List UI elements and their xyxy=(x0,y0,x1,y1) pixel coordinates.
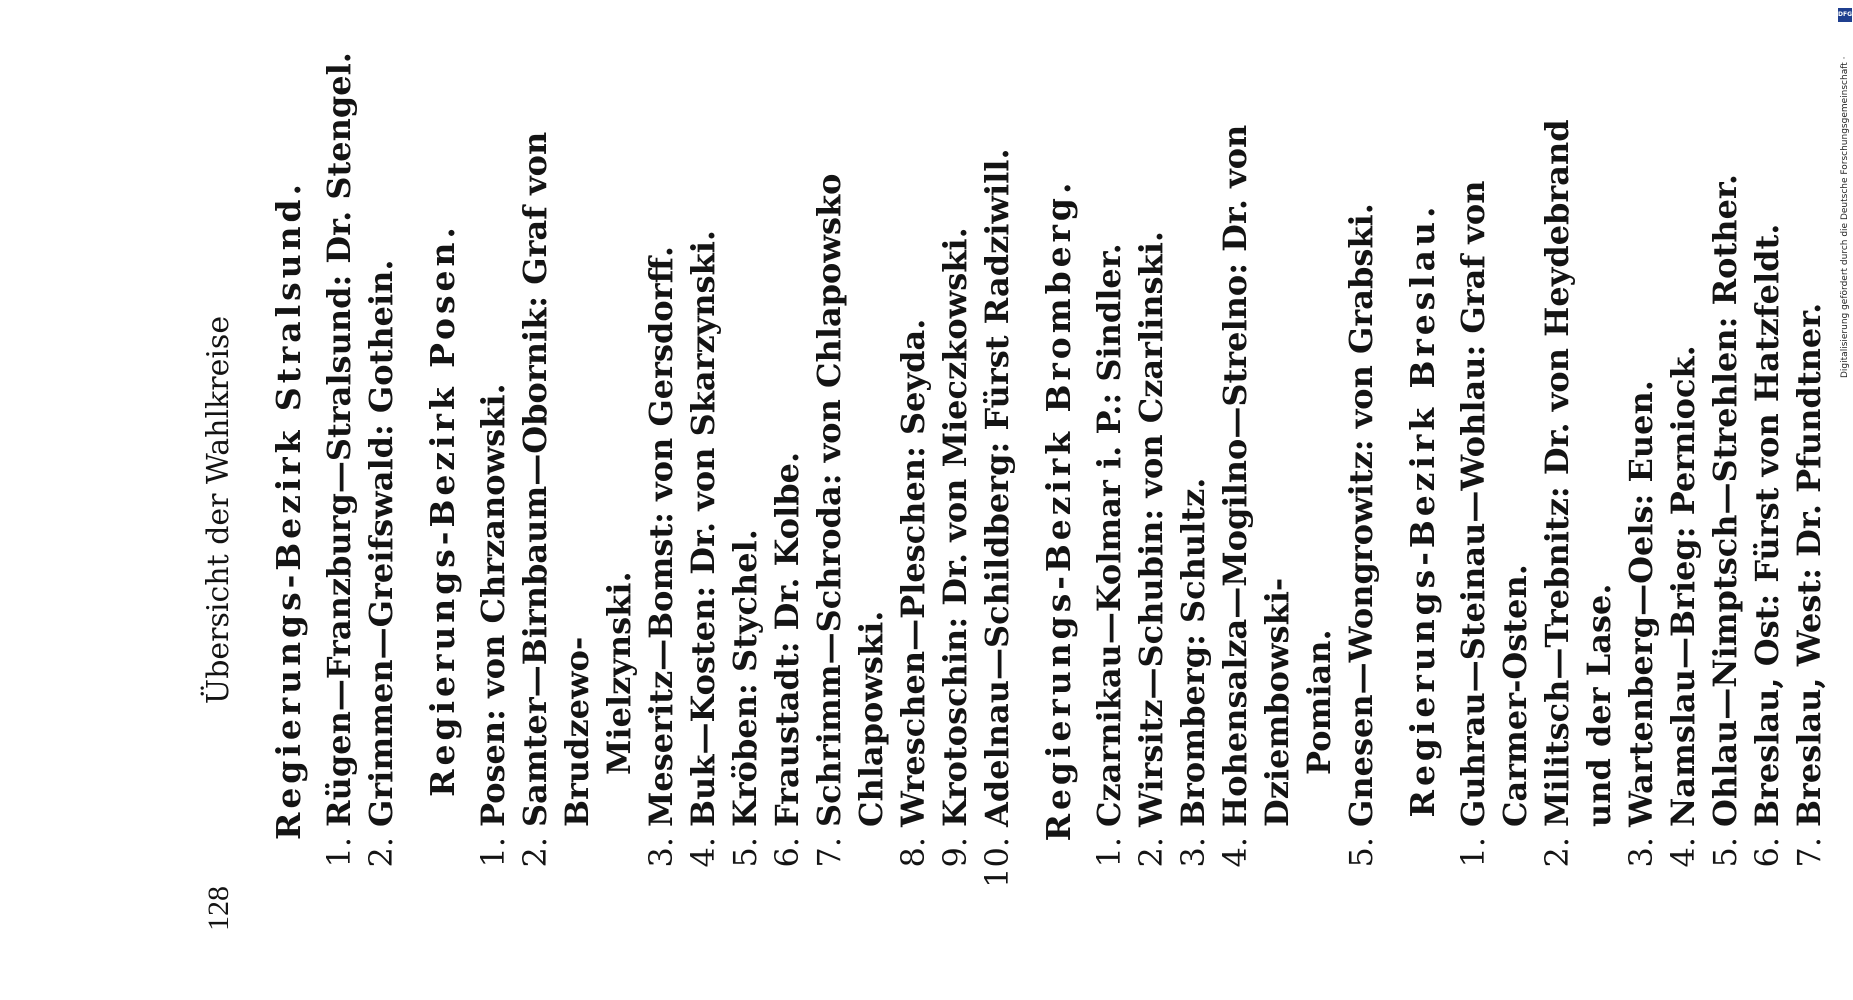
constituency-number: 2. xyxy=(516,837,554,868)
district-section xyxy=(1400,45,1830,975)
district-section xyxy=(266,45,402,975)
constituency-number: 1. xyxy=(474,837,512,868)
constituency-text: Breslau, Ost: Fürst von Hatzfeldt. xyxy=(1748,223,1786,827)
constituency-entry xyxy=(1536,45,1620,975)
constituency-number: 3. xyxy=(1622,837,1660,868)
constituency-text: Grimmen—Greifswald: Gothein. xyxy=(362,259,400,827)
district-heading: Regierungs-Bezirk Stralsund. xyxy=(269,179,308,841)
constituency-entry xyxy=(514,45,640,975)
constituency-number: 8. xyxy=(894,837,932,868)
constituency-entry xyxy=(1662,45,1704,975)
constituency-text: Schrimm—Schroda: von Chlapowsko Chlapowski. xyxy=(810,173,890,827)
constituency-number: 6. xyxy=(768,837,806,868)
constituency-text: Ohlau—Nimptsch—Strehlen: Rother. xyxy=(1706,174,1744,827)
constituency-number: 9. xyxy=(936,837,974,868)
constituency-entry xyxy=(1704,45,1746,975)
district-heading: Regierungs-Bezirk Breslau. xyxy=(1403,202,1442,818)
constituency-text: Gnesen—Wongrowitz: von Grabski. xyxy=(1342,203,1380,827)
constituency-entry xyxy=(808,45,892,975)
constituency-entry xyxy=(724,45,766,975)
constituency-entry xyxy=(1088,45,1130,975)
constituency-entry xyxy=(1172,45,1214,975)
constituency-text: Breslau, West: Dr. Pfundtner. xyxy=(1790,302,1828,827)
constituency-text: Namslau—Brieg: Perniock. xyxy=(1664,345,1702,827)
constituency-text: Bromberg: Schultz. xyxy=(1174,477,1212,827)
constituency-number: 2. xyxy=(1132,837,1170,868)
constituency-continuation: Pomian. xyxy=(1300,629,1338,775)
constituency-text: Buk—Kosten: Dr. von Skarzynski. xyxy=(684,230,722,827)
constituency-entry xyxy=(976,45,1018,975)
constituency-text: Wartenberg—Oels: Euen. xyxy=(1622,380,1660,827)
constituency-entry xyxy=(766,45,808,975)
constituency-number: 1. xyxy=(320,837,358,868)
constituency-number: 5. xyxy=(1706,837,1744,868)
constituency-text: Hohensalza—Mogilno—Strelno: Dr. von Dziembowski- xyxy=(1216,124,1296,827)
constituency-text: Wreschen—Pleschen: Seyda. xyxy=(894,318,932,827)
constituency-entry xyxy=(318,45,360,975)
constituency-number: 1. xyxy=(1090,837,1128,868)
constituency-number: 2. xyxy=(362,837,400,868)
constituency-text: Rügen—Franzburg—Stralsund: Dr. Stengel. xyxy=(320,52,358,827)
constituency-text: Wirsitz—Schubin: von Czarlinski. xyxy=(1132,230,1170,827)
constituency-text: Guhrau—Steinau—Wohlau: Graf von Carmer-Osten. xyxy=(1454,180,1534,827)
constituency-number: 5. xyxy=(1342,837,1380,868)
constituency-entry xyxy=(892,45,934,975)
district-section xyxy=(420,45,1018,975)
constituency-number: 6. xyxy=(1748,837,1786,868)
page-number: 128 xyxy=(202,886,235,931)
constituency-text: Kröben: Stychel. xyxy=(726,529,764,827)
constituency-number: 2. xyxy=(1538,837,1576,868)
constituency-text: Meseritz—Bomst: von Gersdorff. xyxy=(642,245,680,827)
constituency-entry xyxy=(1452,45,1536,975)
constituency-number: 5. xyxy=(726,837,764,868)
district-list xyxy=(266,45,1830,975)
constituency-entry xyxy=(1746,45,1788,975)
constituency-entry xyxy=(1340,45,1382,975)
constituency-text: Samter—Birnbaum—Obornik: Graf von Brudzewo- xyxy=(516,131,596,827)
constituency-entry xyxy=(472,45,514,975)
constituency-entry xyxy=(1788,45,1830,975)
constituency-number: 7. xyxy=(810,837,848,868)
district-heading: Regierungs-Bezirk Posen. xyxy=(423,223,462,797)
constituency-entry xyxy=(682,45,724,975)
constituency-entry xyxy=(1620,45,1662,975)
constituency-number: 10. xyxy=(978,837,1016,888)
constituency-entry xyxy=(1130,45,1172,975)
constituency-number: 4. xyxy=(1216,837,1254,868)
constituency-number: 4. xyxy=(1664,837,1702,868)
constituency-text: Czarnikau—Kolmar i. P.: Sindler. xyxy=(1090,243,1128,827)
printed-page-rotated xyxy=(190,45,1828,975)
constituency-number: 3. xyxy=(1174,837,1212,868)
constituency-continuation: Mielzynski. xyxy=(600,571,638,775)
constituency-entry xyxy=(640,45,682,975)
running-head xyxy=(190,45,248,975)
district-heading: Regierungs-Bezirk Bromberg. xyxy=(1039,178,1078,842)
running-title: Übersicht der Wahlkreise xyxy=(201,315,236,705)
dfg-logo: DFG xyxy=(1838,8,1852,22)
constituency-entry xyxy=(360,45,402,975)
constituency-text: Militsch—Trebnitz: Dr. von Heydebrand und der Lase. xyxy=(1538,119,1618,827)
constituency-number: 1. xyxy=(1454,837,1492,868)
constituency-text: Adelnau—Schildberg: Fürst Radziwill. xyxy=(978,148,1016,827)
constituency-entry xyxy=(934,45,976,975)
constituency-text: Posen: von Chrzanowski. xyxy=(474,383,512,827)
constituency-text: Krotoschin: Dr. von Mieczkowski. xyxy=(936,227,974,827)
constituency-number: 3. xyxy=(642,837,680,868)
constituency-number: 7. xyxy=(1790,837,1828,868)
digitization-credit: Digitalisierung gefördert durch die Deutsche Forschungsgemeinschaft · xyxy=(1840,56,1850,378)
constituency-text: Fraustadt: Dr. Kolbe. xyxy=(768,451,806,827)
constituency-entry xyxy=(1214,45,1340,975)
district-section xyxy=(1036,45,1382,975)
constituency-number: 4. xyxy=(684,837,722,868)
